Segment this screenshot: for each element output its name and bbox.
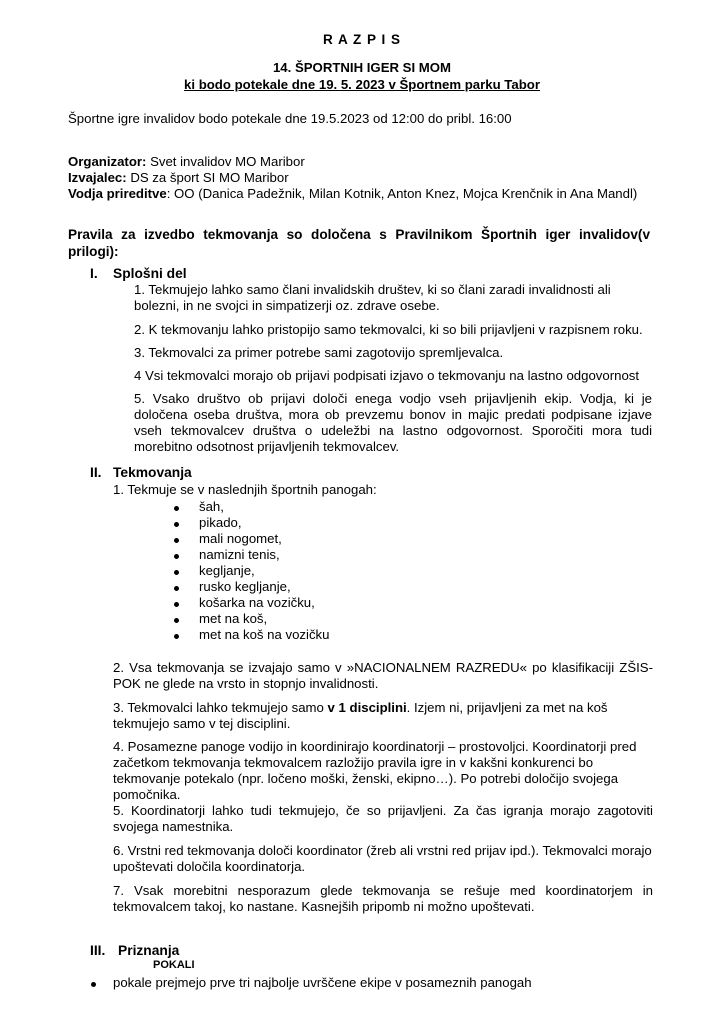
bullet-icon	[174, 586, 179, 591]
section2-intro: 1. Tekmuje se v naslednjih športnih panogah:	[113, 482, 377, 497]
sport-item: met na koš,	[199, 611, 268, 626]
izvajalec-label: Izvajalec:	[68, 170, 127, 185]
sport-item: kegljanje,	[199, 563, 255, 578]
section2-item-5: 5. Koordinatorji lahko tudi tekmujejo, če so prijavljeni. Za čas igranja morajo zagotoviti svojega namestnika.	[113, 803, 653, 834]
section1-numeral: I.	[90, 266, 98, 281]
bullet-icon	[174, 634, 179, 639]
bullet-icon	[174, 570, 179, 575]
section2-item-2: 2. Vsa tekmovanja se izvajajo samo v »NACIONALNEM RAZREDU« po klasifikaciji ZŠIS-POK ne glede na vrsto in stopnjo invalidnosti.	[113, 660, 653, 691]
sport-item: pikado,	[199, 515, 242, 530]
section3-bullet: pokale prejmejo prve tri najbolje uvrščene ekipe v posameznih panogah	[113, 975, 532, 990]
section2-item-6: 6. Vrstni red tekmovanja določi koordinator (žreb ali vrstni red prijav ipd.). Tekmovalci morajo upoštevati določila koordinatorja.	[113, 843, 652, 874]
sport-item: mali nogomet,	[199, 531, 282, 546]
rules-heading: Pravila za izvedbo tekmovanja so določena s Pravilnikom Športnih iger invalidov(v prilogi):	[68, 227, 650, 259]
vodja-label: Vodja prireditve	[68, 186, 167, 201]
bullet-icon	[91, 982, 96, 987]
section3-numeral: III.	[90, 943, 106, 958]
bullet-icon	[174, 522, 179, 527]
item3-bold: v 1 disciplini	[327, 700, 407, 715]
sport-item: rusko kegljanje,	[199, 579, 291, 594]
organizator-label: Organizator:	[68, 154, 147, 169]
section1-item-3: 3. Tekmovalci za primer potrebe sami zagotovijo spremljevalca.	[134, 345, 504, 360]
vodja-line	[68, 186, 637, 201]
intro-text: Športne igre invalidov bodo potekale dne 19.5.2023 od 12:00 do pribl. 16:00	[68, 111, 512, 126]
bullet-icon	[174, 506, 179, 511]
organizator-line	[68, 154, 305, 169]
section2-title: Tekmovanja	[113, 465, 192, 480]
section3-title: Priznanja	[118, 943, 180, 958]
organizator-value: Svet invalidov MO Maribor	[146, 154, 305, 169]
section1-title: Splošni del	[113, 266, 187, 281]
vodja-value: : OO (Danica Padežnik, Milan Kotnik, Anton Knez, Mojca Krenčnik in Ana Mandl)	[166, 186, 638, 201]
section1-item-4: 4 Vsi tekmovalci morajo ob prijavi podpisati izjavo o tekmovanju na lastno odgovornost	[134, 368, 640, 383]
document-subtitle: ki bodo potekale dne 19. 5. 2023 v Športnem parku Tabor	[184, 77, 540, 92]
izvajalec-line	[68, 170, 289, 185]
bullet-icon	[174, 554, 179, 559]
section3-sub: POKALI	[153, 959, 195, 971]
razpis-heading: R A Z P I S	[322, 32, 401, 47]
item3-post: . Izjem ni, prijavljeni za met na koš tekmujejo samo v tej disciplini.	[113, 700, 608, 731]
section1-item-5: 5. Vsako društvo ob prijavi določi enega vodjo vseh prijavljenih ekip. Vodja, ki je določena oseba društva, mora ob prevzemu bonov in majic predati podpisane izjave vseh tekmovalcev društva o udeležbi na lastno odgovornost. Sporočiti mora tudi morebitno odsotnost prijavljenih tekmovalcev.	[134, 391, 652, 454]
section2-item-4: 4. Posamezne panoge vodijo in koordinirajo koordinatorji – prostovoljci. Koordinatorji pred začetkom tekmovanja tekmovalcem razložijo pravila igre in v kakšni konkurenci bo tekmovanje potekalo (npr. ločeno moški, ženski, ekipno…). Po potrebi določijo svojega pomočnika.	[113, 739, 637, 802]
bullet-icon	[174, 602, 179, 607]
document-title: 14. ŠPORTNIH IGER SI MOM	[272, 60, 452, 75]
section1-item-2: 2. K tekmovanju lahko pristopijo samo tekmovalci, ki so bili prijavljeni v razpisnem roku.	[134, 322, 643, 337]
sport-item: košarka na vozičku,	[199, 595, 315, 610]
section2-numeral: II.	[90, 465, 102, 480]
section2-item-7: 7. Vsak morebitni nesporazum glede tekmovanja se rešuje med koordinatorjem in tekmovalcem takoj, ko nastane. Kasnejših pripomb ni možno upoštevati.	[113, 883, 653, 914]
sport-item: namizni tenis,	[199, 547, 280, 562]
sport-item: šah,	[199, 499, 224, 514]
bullet-icon	[174, 618, 179, 623]
bullet-icon	[174, 538, 179, 543]
izvajalec-value: DS za šport SI MO Maribor	[126, 170, 289, 185]
sport-item: met na koš na vozičku	[199, 627, 330, 642]
section2-item-3	[113, 700, 653, 732]
section1-item-1: 1. Tekmujejo lahko samo člani invalidskih društev, ki so člani zaradi invalidnosti ali bolezni, in ne svojci in simpatizerji oz. zdrave osebe.	[134, 282, 611, 313]
item3-pre: 3. Tekmovalci lahko tekmujejo samo	[113, 700, 328, 715]
